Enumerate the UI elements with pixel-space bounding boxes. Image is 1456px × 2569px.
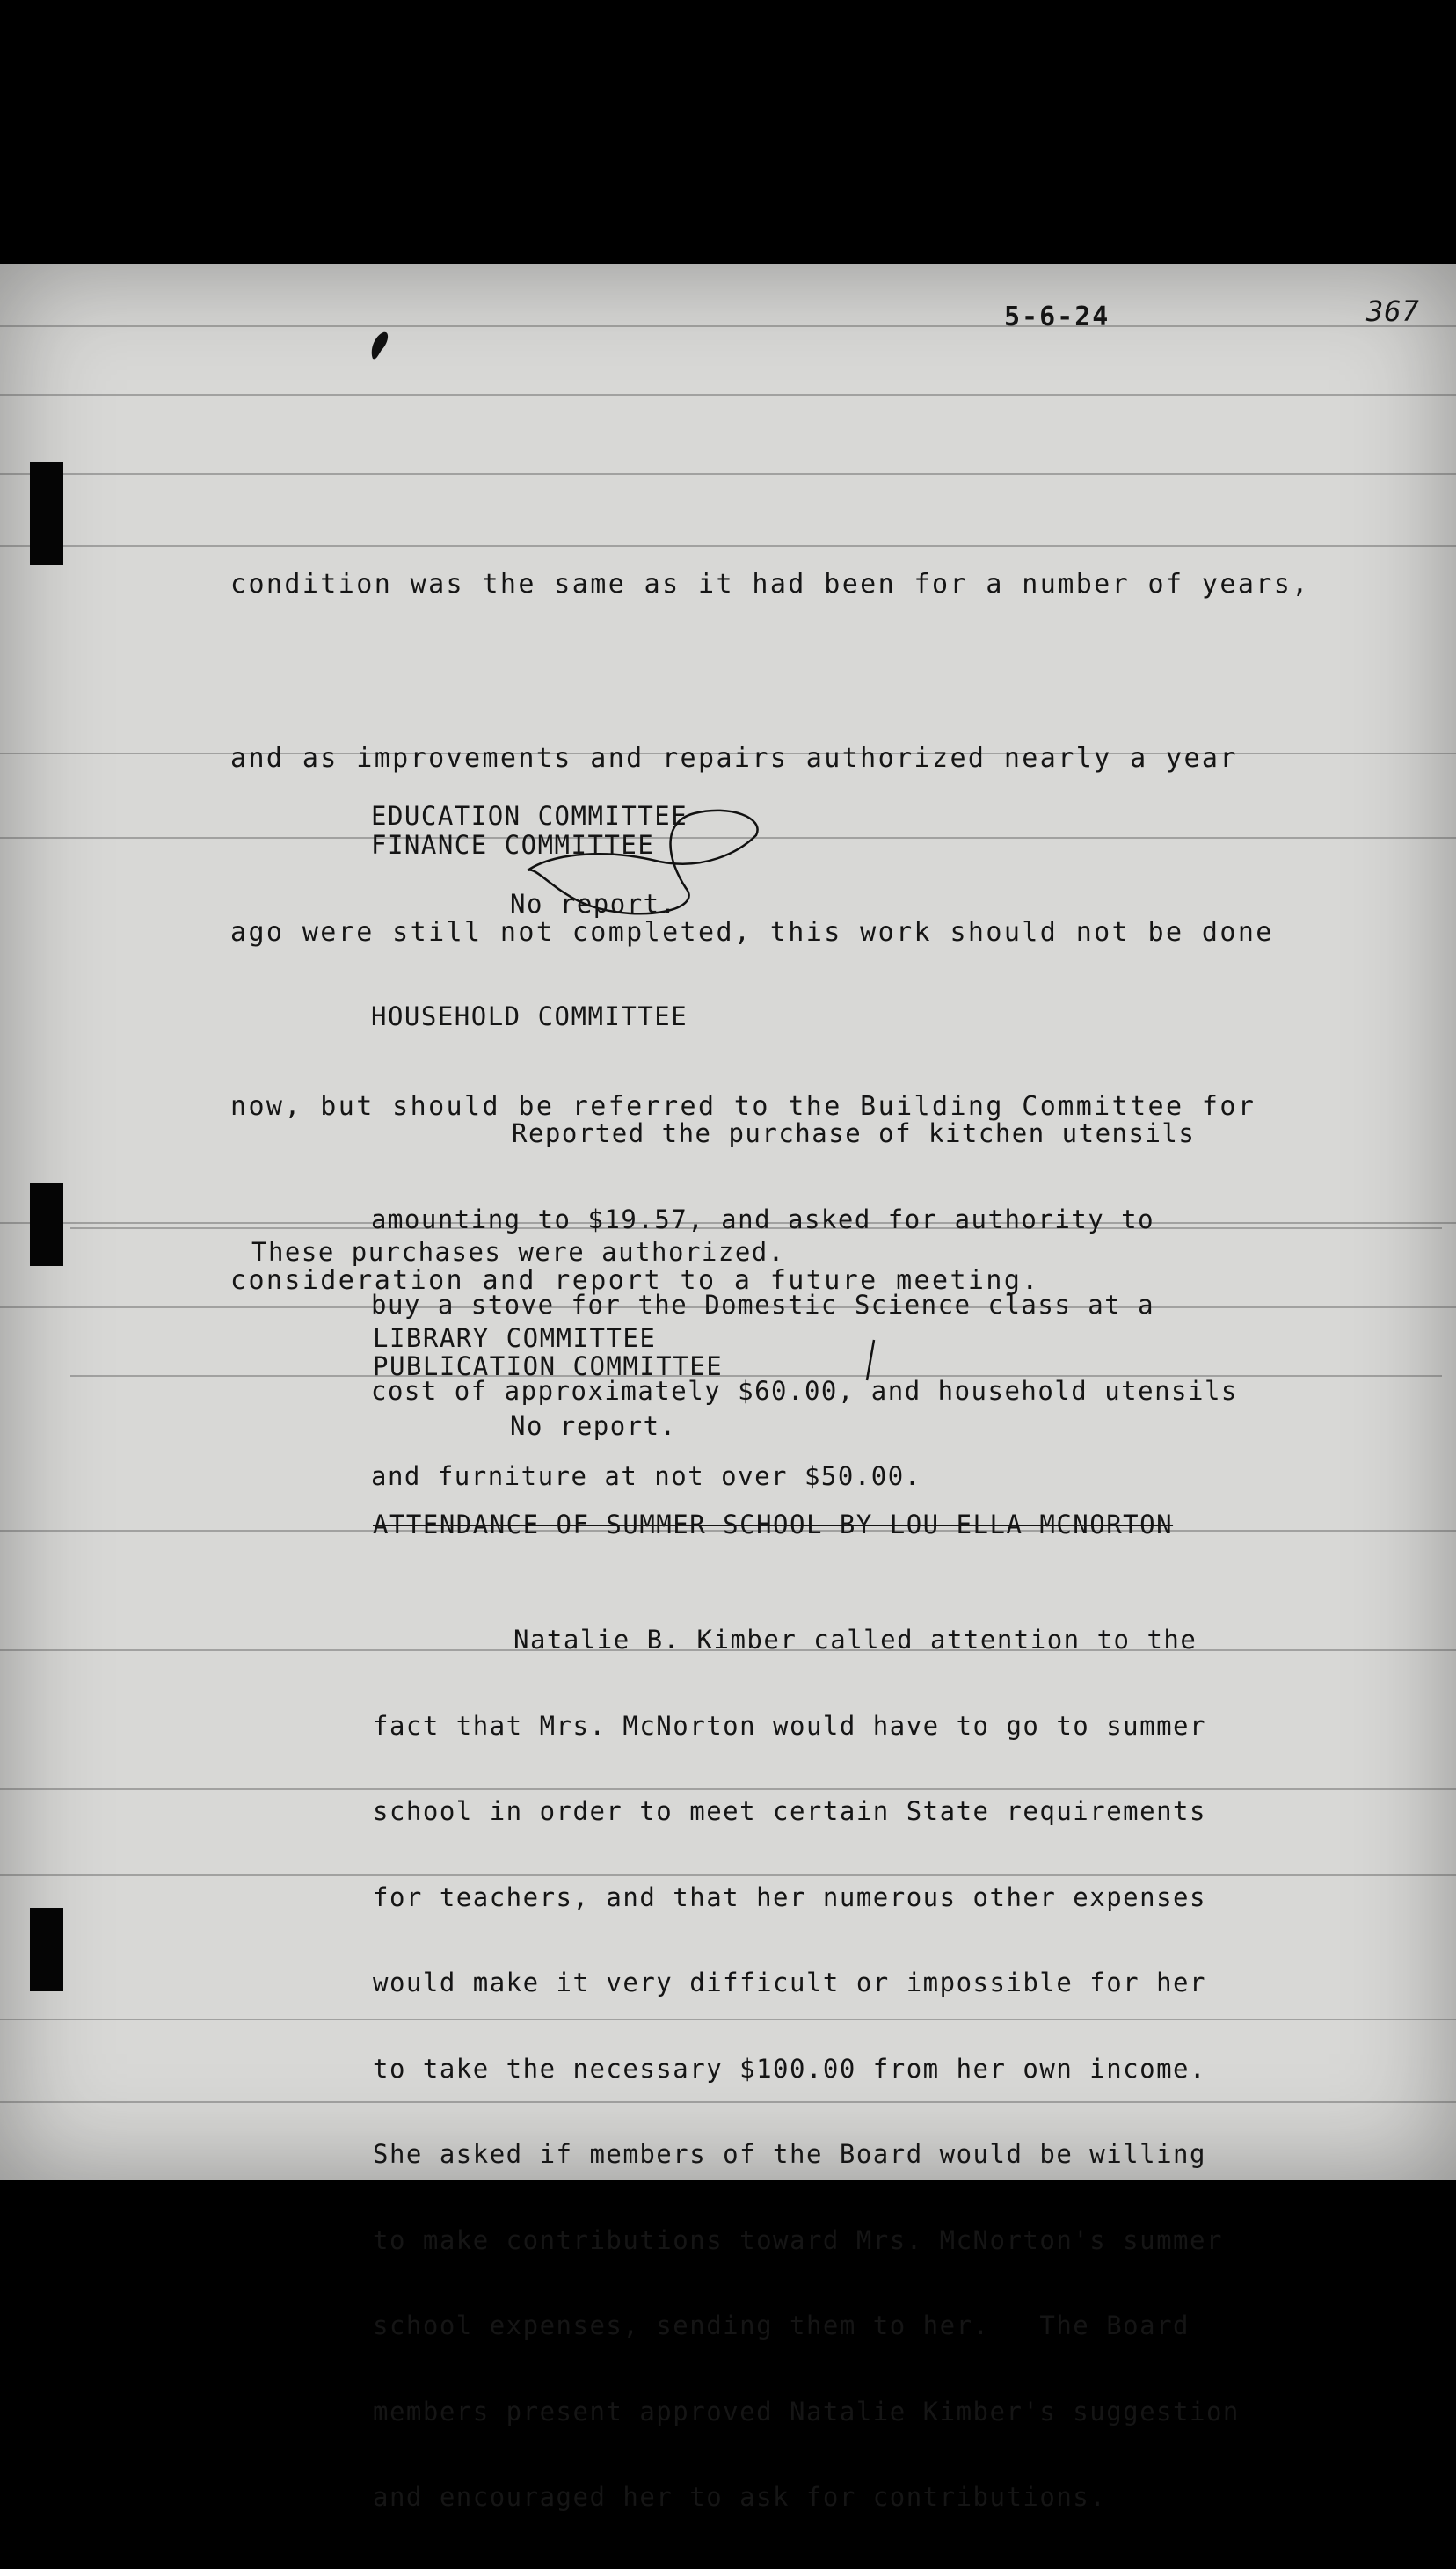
heading-library-committee: LIBRARY COMMITTEE [373, 1323, 657, 1353]
summer-line: fact that Mrs. McNorton would have to go to summer [373, 1710, 1206, 1741]
heading-household-committee: HOUSEHOLD COMMITTEE [371, 1001, 688, 1031]
page-date: 5-6-24 [1004, 302, 1110, 332]
summer-line: school in order to meet certain State requirements [373, 1796, 1206, 1826]
heading-education-committee: EDUCATION COMMITTEE [371, 801, 688, 831]
summer-school-paragraph [373, 1568, 1240, 2569]
document-page [0, 264, 1456, 2512]
summer-line: and encouraged her to ask for contributions. [373, 2482, 1107, 2512]
household-line: buy a stove for the Domestic Science class at a [371, 1290, 1155, 1320]
intro-line: condition was the same as it had been for a number of years, [230, 569, 1310, 600]
summer-line: would make it very difficult or impossible for her [373, 1968, 1206, 1998]
ruled-line [0, 325, 1456, 327]
no-report-note: No report. [510, 889, 677, 919]
summer-line: members present approved Natalie Kimber's suggestion [373, 2396, 1240, 2427]
margin-marker [30, 1908, 63, 1991]
intro-line: and as improvements and repairs authorized nearly a year [230, 743, 1238, 774]
no-report-note: No report. [510, 1411, 677, 1441]
intro-line: now, but should be referred to the Building Committee for [230, 1091, 1256, 1122]
household-paragraph [371, 1062, 1238, 1548]
summer-line: She asked if members of the Board would be willing [373, 2139, 1206, 2169]
summer-line: school expenses, sending them to her. The Board [373, 2311, 1190, 2340]
household-line: cost of approximately $60.00, and household utensils [371, 1375, 1238, 1406]
household-line: amounting to $19.57, and asked for authority to [371, 1204, 1155, 1234]
summer-line: Natalie B. Kimber called attention to the [513, 1625, 1198, 1655]
heading-publication-committee: PUBLICATION COMMITTEE [373, 1351, 724, 1381]
heading-finance-committee: FINANCE COMMITTEE [371, 830, 655, 860]
summer-line: to take the necessary $100.00 from her own income. [373, 2053, 1206, 2084]
ruled-line [0, 394, 1456, 396]
pen-stroke-icon [862, 1338, 879, 1382]
margin-marker [30, 462, 63, 565]
household-line: Reported the purchase of kitchen utensils [512, 1118, 1196, 1148]
intro-line: ago were still not completed, this work should not be done [230, 917, 1274, 948]
page-number: 367 [1366, 295, 1420, 328]
ink-blot-icon [368, 327, 392, 362]
heading-summer-school: ATTENDANCE OF SUMMER SCHOOL BY LOU ELLA MCNORTON [373, 1510, 1174, 1539]
summer-line: for teachers, and that her numerous other expenses [373, 1881, 1206, 1912]
household-resolution: These purchases were authorized. [251, 1237, 785, 1267]
intro-line: consideration and report to a future meeting. [230, 1265, 1040, 1296]
margin-marker [30, 1183, 63, 1266]
household-line: and furniture at not over $50.00. [371, 1461, 921, 1491]
summer-line: to make contributions toward Mrs. McNorton's summer [373, 2224, 1223, 2255]
